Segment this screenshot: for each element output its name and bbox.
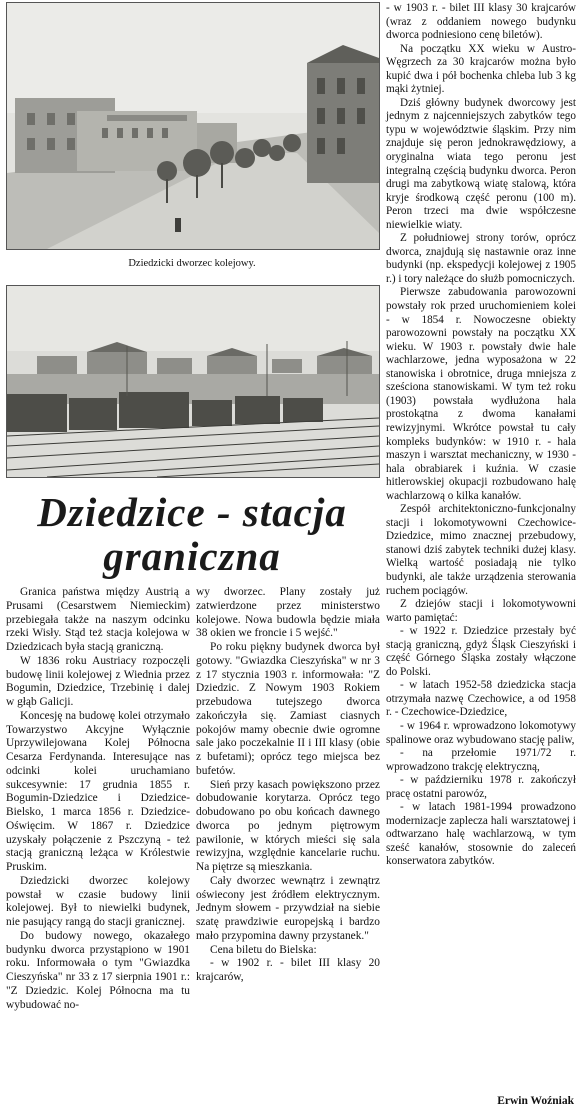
paragraph: Cały dworzec wewnątrz i zewnątrz oświecony jest źródłem elektrycznym. Jednym słowem - przywdział na siebie szatę prawdziwie europejską i bardzo mało przypomina dawny przystanek." [196,874,380,942]
article-headline [4,490,380,578]
paragraph: - w 1903 r. - bilet III klasy 30 krajcarów (wraz z oddaniem nowego budynku dworca podniesiono cenę biletów). [386,2,576,42]
photo-caption: Dziedzicki dworzec kolejowy. [128,258,256,269]
paragraph: Granica państwa między Austrią a Prusami (Cesarstwem Niemieckim) przebiegała także na naszym odcinku rzeki Wisły. Stąd też stacja kolejowa w Dziedzicach była stacją graniczną. [6,586,190,653]
paragraph: Po roku piękny budynek dworca był gotowy. "Gwiazdka Cieszyńska" w nr 3 z 17 stycznia 1903 r. informowała: "Z Dziedzic. Z Nowym 1903 Rokiem przebudowa tutejszego dworca zakończyła się. Zamiast ciasnych pokojów mamy obecnie dwie ogromne sale jako poczekalnie II i III klasy (obie z bufetami); oprócz tego miejsca bez bufetów. [196,641,380,777]
paragraph: wy dworzec. Plany zostały już zatwierdzone przez ministerstwo kolejowe. Nowa budowla będzie miała 38 okien we froncie i 5 wejść." [196,586,380,640]
list-item: - w 1964 r. wprowadzono lokomotywy spalinowe oraz wybudowano stację paliw, [386,719,576,746]
list-item: - na przełomie 1971/72 r. wprowadzono trakcję elektryczną, [386,747,576,773]
paragraph: Dziś główny budynek dworcowy jest jednym z najcenniejszych zabytków tego typu w województwie śląskim. Przy nim znajduje się peron jednokrawędziowy, a oryginalna wiata tego peronu jest integralną częścią budynku dworca. Peron drugi ma zabytkową wiatę stalową, która kryje środkową część peronu (100 m). Peron trzeci ma dwie współczesne niewielkie wiaty. [386,96,576,231]
headline-line-2: graniczna [103,533,281,579]
paragraph: Pierwsze zabudowania parowozowni powstały rok przed uruchomieniem kolei - w 1854 r. Nowoczesne obiekty parowozowni powstały na początku XX wieku. W 1903 r. powstały dwie hale wachlarzowe, jedna wyposażona w 22 stanowiska i obrotnice, druga mniejsza z sześciona stanowiskami. W tym też roku (1903) powstała wydłużona hala prostokątna z dwoma kanałami rewizyjnymi. Wkrótce powstał tu cały kompleks budynków: w 1910 r. - hala maszyn i warsztat mechaniczny, w 1930 - hala obrabiarek i kuźnia. W czasie hitlerowskiej okupacji rozbudowano halę wachlarzową o kilka kanałów. [386,286,576,502]
article-column-middle [196,586,380,985]
paragraph: Cena biletu do Bielska: [210,943,317,956]
paragraph: Koncesję na budowę kolei otrzymało Towarzystwo Akcyjne Wyłącznie Uprzywilejowana Kolej Północna Cesarza Ferdynanda. Interesujące nas odcinki kolei uruchamiano sukcesywnie: 17 grudnia 1855 r. Bogumin-Dziedzice i Dziedzice-Bielsko, 1 marca 1856 r. Dziedzice-Oświęcim. W 1867 r. Dziedzice uzyskały połączenie z Pszczyną - też stacją graniczną leżąca w Królestwie Pruskim. [6,709,190,873]
article-column-right [386,2,576,869]
paragraph: W 1836 roku Austriacy rozpoczęli budowę linii kolejowej z Wiednia przez Bogumin, Dziedzice, Trzebinię i dalej w głąb Galicji. [6,654,190,708]
paragraph: Z południowej strony torów, oprócz dworca, znajdują się nastawnie oraz inne budynki (np. ekspedycji kolejowej z 1905 r.) i tory należące do służb pomocniczych. [386,232,576,285]
railway-yard-illustration [7,286,379,477]
list-item: - w 1922 r. Dziedzice przestały być stacją graniczną, gdyż Śląsk Cieszyński i część Górnego Śląska zostały włączone do Polski. [386,625,576,678]
list-item: - w październiku 1978 r. zakończył pracę ostatni parowóz, [386,774,576,800]
paragraph: Zespół architektoniczno-funkcjonalny stacji i lokomotywowni Czechowice-Dziedzice, mimo znacznej przebudowy, stanowi dziś zabytek techniki dużej klasy. Wielką wartość posiadają nie tylko budynki, ale także urządzenia sterowania ruchem pociągów. [386,503,576,597]
photo-station-building [6,2,380,250]
paragraph: Sień przy kasach powiększono przez dobudowanie korytarza. Oprócz tego dobudowano po obu końcach dawnego dworca po jednym piętrowym pawilonie, w których mieści się sala rewizyjna, względnie kancelarie ruchu. Na piętrze są mieszkania. [196,778,380,873]
station-building-illustration [7,3,379,249]
list-item: - w latach 1981-1994 prowadzono modernizacje zaplecza hali warsztatowej i odtwarzano halę wachlarzową, w tym sześć kanałów, stosownie do zaleceń konserwatora zabytków. [386,801,576,868]
list-item: - w latach 1952-58 dziedzicka stacja otrzymała nazwę Czechowice, a od 1958 r. - Czechowice-Dziedzice, [386,679,576,719]
paragraph: Z dziejów stacji i lokomotywowni warto pamiętać: [386,598,576,624]
paragraph: Na początku XX wieku w Austro-Węgrzech za 30 krajcarów można było kupić dwa i pół bochenka chleba lub 3 kg mąki żytniej. [386,42,576,96]
author-signature: Erwin Woźniak [497,1095,574,1107]
paragraph: Dziedzicki dworzec kolejowy powstał w czasie budowy linii kolejowej. Był to niewielki budynek, nie pasujący rangą do stacji granicznej. [6,874,190,928]
article-column-left [6,586,190,1012]
photo-railway-yard [6,285,380,478]
paragraph: Do budowy nowego, okazałego budynku dworca przystąpiono w 1901 roku. Informowała o tym "Gwiazdka Cieszyńska" nr 33 z 17 sierpnia 1901 r.: "Z Dziedzic. Kolej Północna ma tu wybudować no- [6,929,190,1011]
headline-line-1: Dziedzice - stacja [37,489,347,535]
paragraph: - w 1902 r. - bilet III klasy 20 krajcarów, [196,957,380,983]
